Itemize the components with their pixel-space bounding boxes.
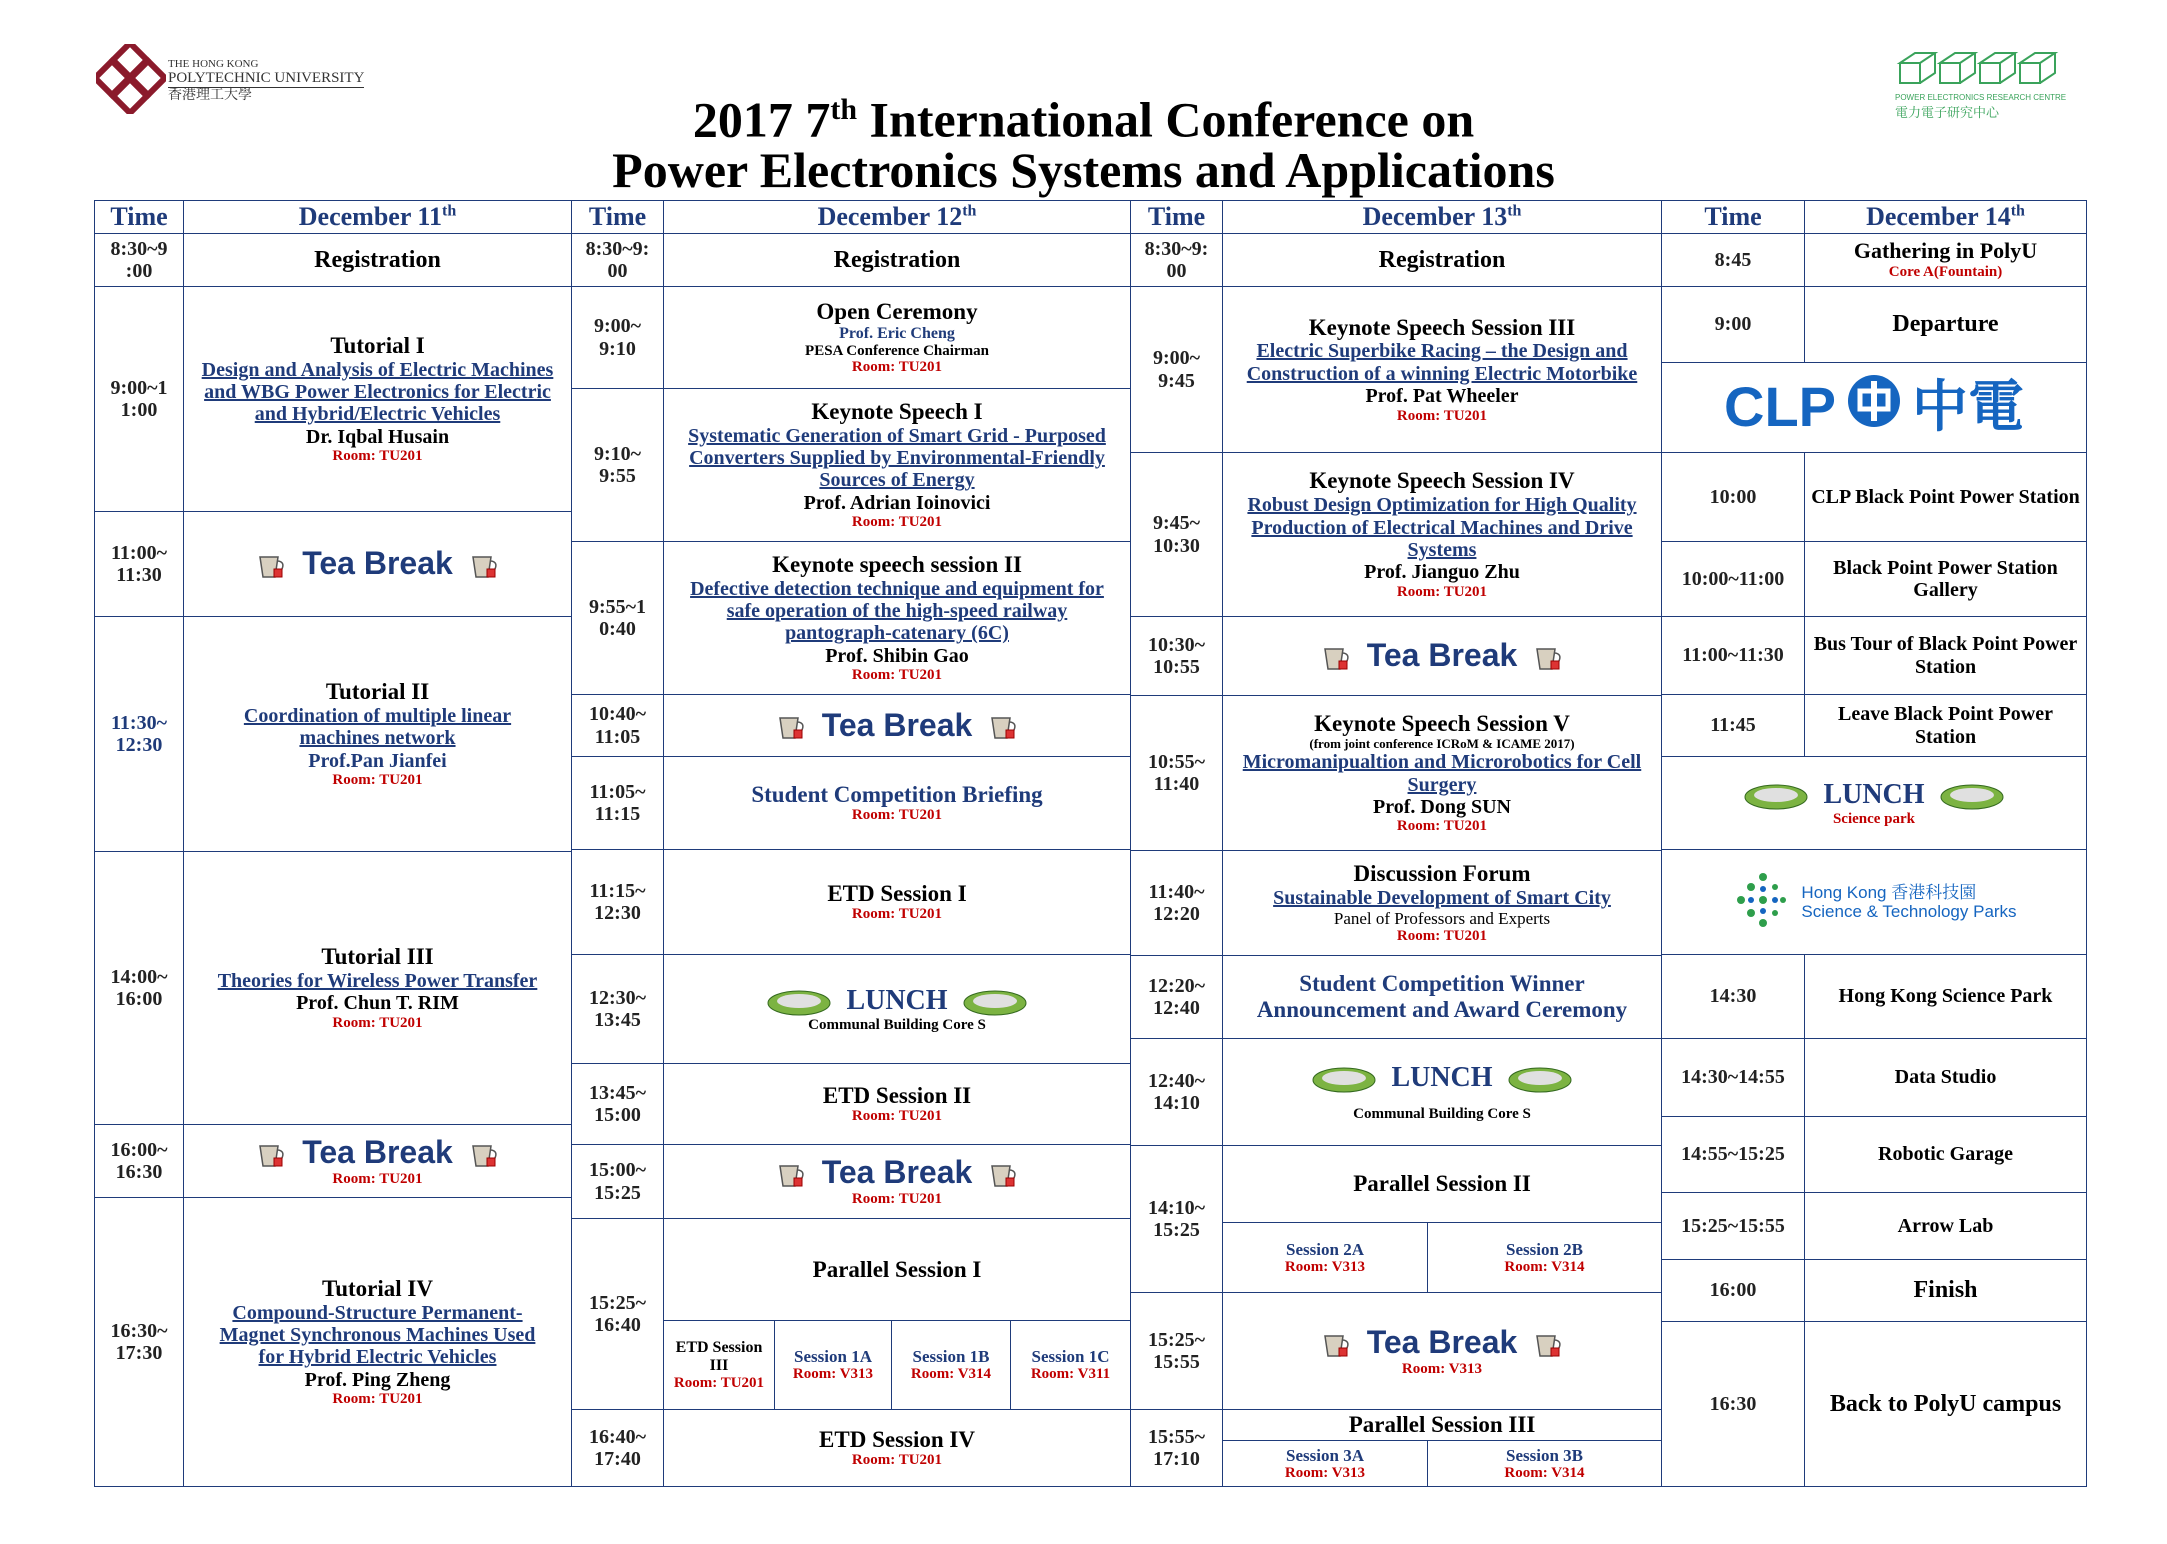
d4-time-leave: 11:45 bbox=[1661, 694, 1805, 757]
room-label: Room: V314 bbox=[1504, 1258, 1585, 1275]
d2-etd-session-3 bbox=[663, 1320, 775, 1410]
d2-time-lunch: 12:30~ 13:45 bbox=[571, 954, 664, 1064]
d2-time-open: 9:00~ 9:10 bbox=[571, 286, 664, 389]
d3-session-2b bbox=[1427, 1222, 1662, 1293]
session-name: Session 2A bbox=[1286, 1239, 1364, 1259]
session-title: Keynote Speech I bbox=[811, 398, 983, 424]
d4-clp-station: CLP Black Point Power Station bbox=[1804, 452, 2087, 542]
perc-name-cn: 電力電子研究中心 bbox=[1895, 105, 2000, 120]
d4-science-park: Hong Kong Science Park bbox=[1804, 954, 2087, 1039]
d3-parallel-session-3 bbox=[1222, 1409, 1662, 1441]
teacup-icon bbox=[1319, 639, 1353, 673]
teacup-icon bbox=[467, 1136, 501, 1170]
lunch-label: LUNCH bbox=[1391, 1061, 1493, 1093]
hkstp-name-1: Hong Kong 香港科技園 bbox=[1801, 882, 1977, 902]
d3-keynote-4 bbox=[1222, 452, 1662, 617]
d4-time-science-park: 14:30 bbox=[1661, 954, 1805, 1039]
lunch-location: Communal Building Core S bbox=[808, 1016, 986, 1033]
d4-robotic-garage: Robotic Garage bbox=[1804, 1116, 2087, 1193]
lunch-plate-icon bbox=[1507, 1062, 1573, 1094]
d1-registration: Registration bbox=[183, 233, 572, 287]
session-name: Session 3B bbox=[1506, 1445, 1583, 1465]
tutorial-topic-link[interactable]: Theories for Wireless Power Transfer bbox=[217, 970, 538, 993]
d1-tutorial-1 bbox=[183, 286, 572, 512]
session-title: Parallel Session I bbox=[812, 1256, 982, 1282]
session-title: Keynote Speech Session IV bbox=[1309, 468, 1575, 494]
teacup-icon bbox=[254, 547, 288, 581]
talk-topic-link[interactable]: Sustainable Development of Smart City bbox=[1273, 886, 1611, 909]
d4-time-bus: 11:00~11:30 bbox=[1661, 616, 1805, 695]
d2-time-etd-1: 11:15~ 12:30 bbox=[571, 849, 664, 955]
session-subtitle: Announcement and Award Ceremony bbox=[1256, 997, 1628, 1022]
teacup-icon bbox=[467, 547, 501, 581]
tea-break-label: Tea Break bbox=[1366, 637, 1518, 674]
polyu-name-line1: THE HONG KONG bbox=[168, 58, 259, 70]
speaker-name: Prof. Pat Wheeler bbox=[1365, 385, 1519, 408]
room-label: Room: V313 bbox=[1284, 1258, 1366, 1275]
lunch-label: LUNCH bbox=[1823, 778, 1925, 810]
room-label: Room: TU201 bbox=[851, 514, 943, 531]
speaker-name: Prof. Shibin Gao bbox=[825, 644, 969, 667]
header-time-3: Time bbox=[1130, 200, 1223, 234]
d2-keynote-2 bbox=[663, 541, 1131, 695]
room-label: Room: TU201 bbox=[851, 667, 943, 684]
session-name: ETD Session III bbox=[675, 1338, 763, 1374]
room-label: Room: TU201 bbox=[851, 359, 943, 376]
d1-tutorial-4 bbox=[183, 1197, 572, 1487]
d4-bus-tour: Bus Tour of Black Point Power Station bbox=[1804, 616, 2087, 695]
hkstp-dots-icon bbox=[1731, 865, 1791, 939]
d3-time-lunch: 12:40~ 14:10 bbox=[1130, 1038, 1223, 1146]
tutorial-title: Tutorial I bbox=[330, 332, 425, 358]
talk-topic-link[interactable]: Electric Superbike Racing – the Design and Construction of a winning Electric Motorbike bbox=[1246, 340, 1638, 385]
tea-break-label: Tea Break bbox=[302, 1133, 453, 1170]
speaker-name: Prof. Dong SUN bbox=[1373, 795, 1511, 818]
page-title: 2017 7th International Conference on bbox=[692, 91, 1475, 148]
session-title: Keynote speech session II bbox=[772, 551, 1022, 577]
speaker-name: Prof. Chun T. RIM bbox=[296, 992, 459, 1015]
teacup-icon bbox=[774, 708, 808, 742]
d3-time-parallel-3: 15:55~ 17:10 bbox=[1130, 1409, 1223, 1487]
lunch-plate-icon bbox=[962, 985, 1028, 1017]
d2-registration: Registration bbox=[663, 233, 1131, 287]
speaker-name: Dr. Iqbal Husain bbox=[305, 425, 450, 448]
d2-student-briefing bbox=[663, 756, 1131, 850]
d4-data-studio: Data Studio bbox=[1804, 1038, 2087, 1117]
d1-time-tutorial-4: 16:30~ 17:30 bbox=[94, 1197, 184, 1487]
d2-session-1c bbox=[1010, 1320, 1131, 1410]
teacup-icon bbox=[774, 1156, 808, 1190]
tea-break-label: Tea Break bbox=[821, 1154, 973, 1191]
d3-session-3b bbox=[1427, 1440, 1662, 1487]
room-label: Room: TU201 bbox=[851, 906, 943, 923]
session-title: Student Competition Briefing bbox=[751, 781, 1043, 807]
tutorial-topic-link[interactable]: Compound-Structure Permanent-Magnet Synchronous Machines Used for Hybrid Electric Vehicles bbox=[219, 1301, 536, 1369]
session-title: Open Ceremony bbox=[816, 298, 978, 324]
d1-time-tutorial-3: 14:00~ 16:00 bbox=[94, 851, 184, 1125]
d2-session-1b bbox=[891, 1320, 1011, 1410]
session-title: Parallel Session II bbox=[1353, 1171, 1531, 1197]
lunch-plate-icon bbox=[766, 985, 832, 1017]
clp-emblem-icon bbox=[1846, 373, 1902, 442]
d4-leave: Leave Black Point Power Station bbox=[1804, 694, 2087, 757]
lunch-location: Science park bbox=[1832, 810, 1916, 827]
room-label: Room: V313 bbox=[1401, 1360, 1483, 1377]
d1-time-tea-1: 11:00~ 11:30 bbox=[94, 511, 184, 617]
d3-discussion-forum bbox=[1222, 850, 1662, 956]
lunch-plate-icon bbox=[1939, 779, 2005, 811]
d3-time-registration: 8:30~9: 00 bbox=[1130, 233, 1223, 287]
room-label: Room: TU201 bbox=[1396, 407, 1488, 424]
d1-time-registration: 8:30~9 :00 bbox=[94, 233, 184, 287]
speaker-name: Prof. Adrian Ioinovici bbox=[803, 491, 991, 514]
session-title: Parallel Session III bbox=[1348, 1412, 1536, 1438]
room-label: Room: V313 bbox=[1284, 1464, 1366, 1481]
talk-topic-link[interactable]: Robust Design Optimization for High Quality Production of Electrical Machines and Drive Systems bbox=[1247, 494, 1637, 561]
lunch-plate-icon bbox=[1743, 779, 1809, 811]
d2-time-etd-2: 13:45~ 15:00 bbox=[571, 1063, 664, 1145]
d2-etd-session-1 bbox=[663, 849, 1131, 955]
session-title: Keynote Speech Session V bbox=[1314, 710, 1570, 736]
d3-lunch bbox=[1222, 1038, 1662, 1146]
tutorial-title: Tutorial IV bbox=[322, 1275, 433, 1301]
d1-tea-break-1 bbox=[183, 511, 572, 617]
header-day-2: December 12th bbox=[663, 200, 1131, 234]
speaker-name: Prof. Ping Zheng bbox=[304, 1368, 451, 1391]
session-note: (from joint conference ICRoM & ICAME 2017) bbox=[1309, 735, 1575, 751]
lunch-location: Communal Building Core S bbox=[1353, 1105, 1531, 1122]
d3-keynote-3 bbox=[1222, 286, 1662, 453]
room-label: Room: TU201 bbox=[332, 1391, 423, 1408]
d2-etd-session-2 bbox=[663, 1063, 1131, 1145]
d4-time-arrow-lab: 15:25~15:55 bbox=[1661, 1192, 1805, 1260]
speaker-name: Prof. Jianguo Zhu bbox=[1364, 561, 1520, 584]
d2-session-1a bbox=[774, 1320, 892, 1410]
d3-award-ceremony bbox=[1222, 955, 1662, 1039]
lunch-plate-icon bbox=[1311, 1062, 1377, 1094]
d3-time-parallel-2: 14:10~ 15:25 bbox=[1130, 1145, 1223, 1293]
header-time-4: Time bbox=[1661, 200, 1805, 234]
tutorial-topic-link[interactable]: Design and Analysis of Electric Machines and WBG Power Electronics for Electric and Hybrid/Electric Vehicles bbox=[201, 358, 554, 426]
room-label: Room: V314 bbox=[1504, 1464, 1585, 1481]
room-label: Room: V311 bbox=[1030, 1366, 1111, 1383]
d4-time-back: 16:30 bbox=[1661, 1321, 1805, 1487]
hkstp-logo bbox=[1661, 849, 2087, 955]
d2-time-tea-1: 10:40~ 11:05 bbox=[571, 694, 664, 757]
header-time-2: Time bbox=[571, 200, 664, 234]
room-label: Room: TU201 bbox=[1396, 818, 1488, 835]
d3-session-2a bbox=[1222, 1222, 1428, 1293]
d3-session-3a bbox=[1222, 1440, 1428, 1487]
d3-time-keynote-4: 9:45~ 10:30 bbox=[1130, 452, 1223, 617]
session-name: Session 2B bbox=[1506, 1239, 1583, 1259]
room-label: Room: TU201 bbox=[851, 1108, 943, 1125]
d4-departure: Departure bbox=[1804, 286, 2087, 363]
session-name: Session 1C bbox=[1031, 1347, 1110, 1367]
d2-lunch bbox=[663, 954, 1131, 1064]
panel-label: Panel of Professors and Experts bbox=[1333, 909, 1551, 929]
d4-back-to-campus: Back to PolyU campus bbox=[1804, 1321, 2087, 1487]
d3-keynote-5 bbox=[1222, 695, 1662, 851]
tea-break-label: Tea Break bbox=[1366, 1323, 1518, 1360]
d2-time-parallel-1: 15:25~ 16:40 bbox=[571, 1218, 664, 1410]
header-day-1: December 11th bbox=[183, 200, 572, 234]
d3-tea-break-1 bbox=[1222, 616, 1662, 696]
d4-time-data-studio: 14:30~14:55 bbox=[1661, 1038, 1805, 1117]
d2-tea-break-1 bbox=[663, 694, 1131, 757]
d2-time-keynote-2: 9:55~1 0:40 bbox=[571, 541, 664, 695]
teacup-icon bbox=[1319, 1326, 1353, 1360]
teacup-icon bbox=[1531, 639, 1565, 673]
teacup-icon bbox=[986, 1156, 1020, 1190]
d4-time-clp: 10:00 bbox=[1661, 452, 1805, 542]
session-title: ETD Session I bbox=[827, 880, 967, 906]
session-name: Session 3A bbox=[1286, 1445, 1364, 1465]
d4-gathering bbox=[1804, 233, 2087, 287]
d1-time-tutorial-2: 11:30~ 12:30 bbox=[94, 616, 184, 852]
room-label: Room: V313 bbox=[792, 1366, 874, 1383]
room-label: Room: TU201 bbox=[673, 1374, 765, 1391]
d4-arrow-lab: Arrow Lab bbox=[1804, 1192, 2087, 1260]
talk-topic-link[interactable]: Systematic Generation of Smart Grid - Purposed Converters Supplied by Environmental-Friendly Sources of Energy bbox=[688, 424, 1106, 492]
d4-time-finish: 16:00 bbox=[1661, 1259, 1805, 1322]
hkstp-name-2: Science & Technology Parks bbox=[1801, 902, 2017, 921]
tutorial-title: Tutorial III bbox=[321, 944, 434, 970]
session-name: Session 1A bbox=[794, 1347, 872, 1367]
d2-time-registration: 8:30~9: 00 bbox=[571, 233, 664, 287]
d1-tutorial-3 bbox=[183, 851, 572, 1125]
session-title: ETD Session IV bbox=[819, 1426, 975, 1452]
talk-topic-link[interactable]: Micromanipualtion and Microrobotics for Cell Surgery bbox=[1242, 751, 1642, 796]
session-title: Keynote Speech Session III bbox=[1308, 314, 1576, 340]
session-title: ETD Session II bbox=[822, 1082, 972, 1108]
tutorial-title: Tutorial II bbox=[325, 679, 430, 705]
d2-time-tea-2: 15:00~ 15:25 bbox=[571, 1144, 664, 1219]
gathering-place: Core A(Fountain) bbox=[1888, 263, 2003, 280]
room-label: Room: TU201 bbox=[851, 1191, 943, 1208]
room-label: Room: V314 bbox=[910, 1366, 992, 1383]
polyu-name-line2: POLYTECHNIC UNIVERSITY bbox=[168, 70, 365, 87]
d3-time-tea-1: 10:30~ 10:55 bbox=[1130, 616, 1223, 696]
d2-etd-session-4 bbox=[663, 1409, 1131, 1487]
room-label: Room: TU201 bbox=[1396, 583, 1488, 600]
d4-time-gallery: 10:00~11:00 bbox=[1661, 541, 1805, 617]
teacup-icon bbox=[254, 1136, 288, 1170]
d3-time-award: 12:20~ 12:40 bbox=[1130, 955, 1223, 1039]
room-label: Room: TU201 bbox=[332, 1014, 423, 1031]
clp-logo bbox=[1661, 362, 2087, 453]
d3-time-forum: 11:40~ 12:20 bbox=[1130, 850, 1223, 956]
d2-time-keynote-1: 9:10~ 9:55 bbox=[571, 388, 664, 542]
speaker-name: Prof.Pan Jianfei bbox=[308, 749, 447, 772]
d1-tea-break-2 bbox=[183, 1124, 572, 1198]
d2-parallel-session-1 bbox=[663, 1218, 1131, 1321]
d4-time-gathering: 8:45 bbox=[1661, 233, 1805, 287]
d3-tea-break-2 bbox=[1222, 1292, 1662, 1410]
d2-tea-break-2 bbox=[663, 1144, 1131, 1219]
tea-break-label: Tea Break bbox=[302, 545, 453, 582]
d1-tutorial-2 bbox=[183, 616, 572, 852]
d4-finish: Finish bbox=[1804, 1259, 2087, 1322]
tutorial-topic-link[interactable]: Coordination of multiple linear machines network bbox=[243, 704, 512, 750]
d4-gallery: Black Point Power Station Gallery bbox=[1804, 541, 2087, 617]
speaker-role: PESA Conference Chairman bbox=[805, 342, 989, 359]
clp-logo-cn: 中電 bbox=[1912, 375, 2024, 439]
tea-break-label: Tea Break bbox=[821, 706, 973, 743]
perc-name: POWER ELECTRONICS RESEARCH CENTRE bbox=[1895, 93, 2067, 102]
room-label: Room: TU201 bbox=[332, 448, 423, 465]
talk-topic-link[interactable]: Defective detection technique and equipment for safe operation of the high-speed railway pantograph-catenary (6C) bbox=[690, 577, 1104, 645]
d2-time-briefing: 11:05~ 11:15 bbox=[571, 756, 664, 850]
lunch-label: LUNCH bbox=[846, 984, 948, 1016]
d2-open-ceremony bbox=[663, 286, 1131, 389]
d3-parallel-session-2 bbox=[1222, 1145, 1662, 1223]
d3-time-keynote-5: 10:55~ 11:40 bbox=[1130, 695, 1223, 851]
room-label: Room: TU201 bbox=[1396, 928, 1488, 945]
d4-time-robotic-garage: 14:55~15:25 bbox=[1661, 1116, 1805, 1193]
room-label: Room: TU201 bbox=[851, 1452, 943, 1469]
speaker-name: Prof. Eric Cheng bbox=[839, 324, 955, 342]
room-label: Room: TU201 bbox=[332, 1170, 423, 1187]
session-title: Student Competition Winner bbox=[1299, 971, 1585, 997]
header-day-4: December 14th bbox=[1804, 200, 2087, 234]
session-name: Session 1B bbox=[912, 1347, 990, 1367]
header-time-1: Time bbox=[94, 200, 184, 234]
event-title: Gathering in PolyU bbox=[1853, 238, 2038, 264]
d1-time-tutorial-1: 9:00~1 1:00 bbox=[94, 286, 184, 512]
d3-time-tea-2: 15:25~ 15:55 bbox=[1130, 1292, 1223, 1410]
d3-registration: Registration bbox=[1222, 233, 1662, 287]
teacup-icon bbox=[986, 708, 1020, 742]
d2-time-etd-4: 16:40~ 17:40 bbox=[571, 1409, 664, 1487]
page-subtitle: Power Electronics Systems and Applications bbox=[612, 142, 1555, 198]
header-day-3: December 13th bbox=[1222, 200, 1662, 234]
d4-time-departure: 9:00 bbox=[1661, 286, 1805, 363]
d3-time-keynote-3: 9:00~ 9:45 bbox=[1130, 286, 1223, 453]
session-title: Discussion Forum bbox=[1353, 861, 1531, 887]
teacup-icon bbox=[1531, 1326, 1565, 1360]
room-label: Room: TU201 bbox=[332, 772, 423, 789]
room-label: Room: TU201 bbox=[851, 807, 943, 824]
d4-lunch bbox=[1661, 756, 2087, 850]
clp-logo-text: CLP bbox=[1724, 375, 1836, 439]
d2-keynote-1 bbox=[663, 388, 1131, 542]
polyu-name-cn: 香港理工大學 bbox=[168, 87, 252, 103]
d1-time-tea-2: 16:00~ 16:30 bbox=[94, 1124, 184, 1198]
